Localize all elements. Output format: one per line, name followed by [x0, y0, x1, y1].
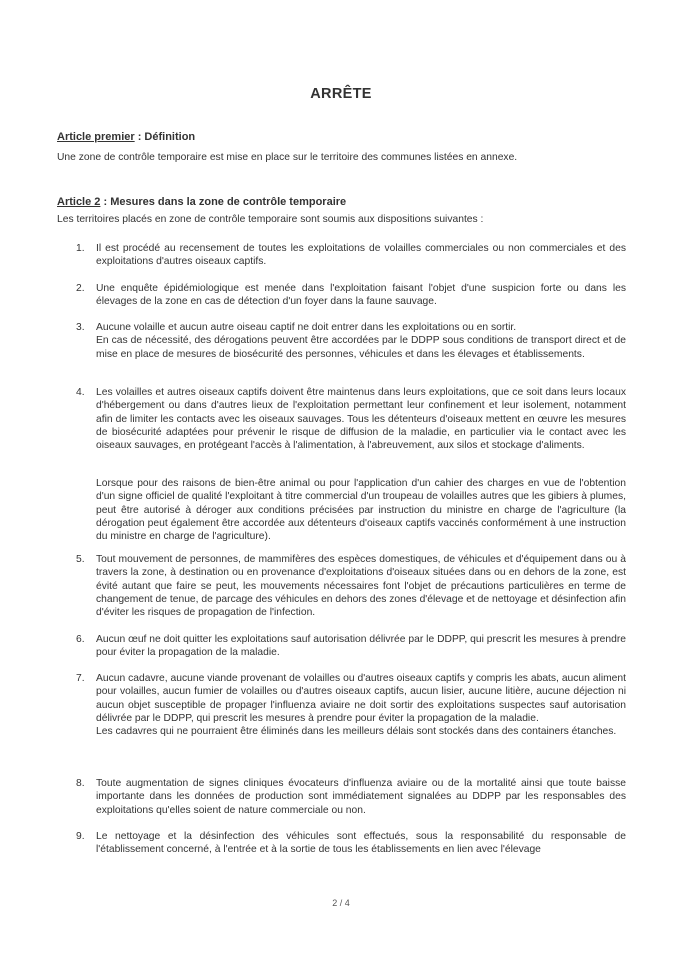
- list-item-number: 4.: [76, 387, 85, 398]
- article-2-label: Article 2: [57, 196, 101, 208]
- page-number: 2 / 4: [332, 898, 350, 908]
- list-item-text: Les volailles et autres oiseaux captifs doivent être maintenus dans leurs exploitations, que ce soit dans leurs locaux d'hébergement ou dans d'autres lieux de l'exploitation permettant leur confinement et leur isolement, notamment afin de limiter les contacts avec les oiseaux sauvages. Tous les détenteurs d'oiseaux mettent en œuvre les mesures de biosécurité adaptées pour prévenir le risque de diffusion de la maladie, en particulier via le contact avec les oiseaux sauvages, en protégeant l'accès à l'alimentation, à l'abreuvement, aux silos et stockage d'aliments.: [96, 387, 626, 452]
- list-item-paragraph: Aucune volaille et aucun autre oiseau captif ne doit entrer dans les exploitations ou en sortir.: [96, 322, 517, 333]
- list-item-text: Une enquête épidémiologique est menée dans l'exploitation faisant l'objet d'une suspicion forte ou dans les élevages de la zone en cas de détection d'un foyer dans la faune sauvage.: [96, 283, 626, 308]
- article-2-heading: [57, 196, 346, 208]
- list-item-paragraph: Aucun cadavre, aucune viande provenant de volailles ou d'autres oiseaux captifs y compris les abats, aucun aliment pour volailles, aucun fumier de volailles ou d'autres oiseaux captifs, aucun lisier, aucune litière, aucune déjection ni aucun objet susceptible de propager l'influenza aviaire ne doit sortir des exploitations suspectes sauf autorisation délivrée par le DDPP, qui prescrit les mesures à prendre pour éviter la propagation de la maladie.: [96, 673, 626, 724]
- list-item-paragraph: En cas de nécessité, des dérogations peuvent être accordées par le DDPP sous conditions de transport direct et de mise en place de mesures de biosécurité des personnes, véhicules et dans les élevages et établissements.: [96, 335, 626, 360]
- article-1-heading: [57, 131, 195, 143]
- list-item-subparagraph: Lorsque pour des raisons de bien-être animal ou pour l'application d'un cahier des charges en vue de l'obtention d'un signe officiel de qualité l'exploitant à titre commercial d'un troupeau de volailles autres que les gibiers à plumes, peut être autorisé à déroger aux conditions précisées par instruction du ministre en charge de l'agriculture (la dérogation peut également être accordée aux détenteurs d'oiseaux captifs vaccinés conformément à une instruction du ministre en charge de l'agriculture).: [96, 478, 626, 543]
- list-item-text: [96, 672, 626, 738]
- list-item-text: Tout mouvement de personnes, de mammifères des espèces domestiques, de véhicules et d'équipement dans ou à travers la zone, à destination ou en provenance d'exploitations d'oiseaux situées dans ou en dehors de la zone, est évité autant que faire se peut, les mouvements nécessaires font l'objet de précautions particulières en terme de changement de tenue, de parcage des véhicules en dehors des zones d'élevage et de nettoyage et désinfection afin d'éviter les risques de propagation de l'infection.: [96, 554, 626, 619]
- article-2-intro: Les territoires placés en zone de contrôle temporaire sont soumis aux dispositions suivantes :: [57, 214, 484, 225]
- article-1-title: : Définition: [134, 131, 196, 143]
- list-item-number: 9.: [76, 831, 85, 842]
- list-item-number: 8.: [76, 778, 85, 789]
- list-item-number: 5.: [76, 554, 85, 565]
- list-item-text: Le nettoyage et la désinfection des véhicules sont effectués, sous la responsabilité du responsable de l'établissement concerné, à l'entrée et à la sortie de tous les établissements en lien avec l'élevage: [96, 831, 626, 856]
- list-item-number: 2.: [76, 283, 85, 294]
- list-item-number: 6.: [76, 634, 85, 645]
- list-item-number: 3.: [76, 322, 85, 333]
- article-2-title: : Mesures dans la zone de contrôle temporaire: [100, 196, 347, 208]
- article-1-text: Une zone de contrôle temporaire est mise en place sur le territoire des communes listées en annexe.: [57, 152, 518, 163]
- list-item-text: [96, 321, 626, 361]
- list-item-paragraph: Les cadavres qui ne pourraient être éliminés dans les meilleurs délais sont stockés dans des containers étanches.: [96, 726, 617, 738]
- article-1-label: Article premier: [57, 131, 135, 143]
- page-title: ARRÊTE: [310, 86, 372, 102]
- list-item-text: Aucun œuf ne doit quitter les exploitations sauf autorisation délivrée par le DDPP, qui prescrit les mesures à prendre pour éviter la propagation de la maladie.: [96, 634, 626, 659]
- list-item-text: Il est procédé au recensement de toutes les exploitations de volailles commerciales ou non commerciales et des exploitations d'autres oiseaux captifs.: [96, 243, 626, 268]
- list-item-number: 7.: [76, 673, 85, 684]
- list-item-number: 1.: [76, 243, 85, 254]
- list-item-text: Toute augmentation de signes cliniques évocateurs d'influenza aviaire ou de la mortalité ainsi que toute baisse importante dans les données de production sont immédiatement signalées au DDPP par les responsables des exploitations qu'elles soient de nature commerciale ou non.: [96, 778, 626, 816]
